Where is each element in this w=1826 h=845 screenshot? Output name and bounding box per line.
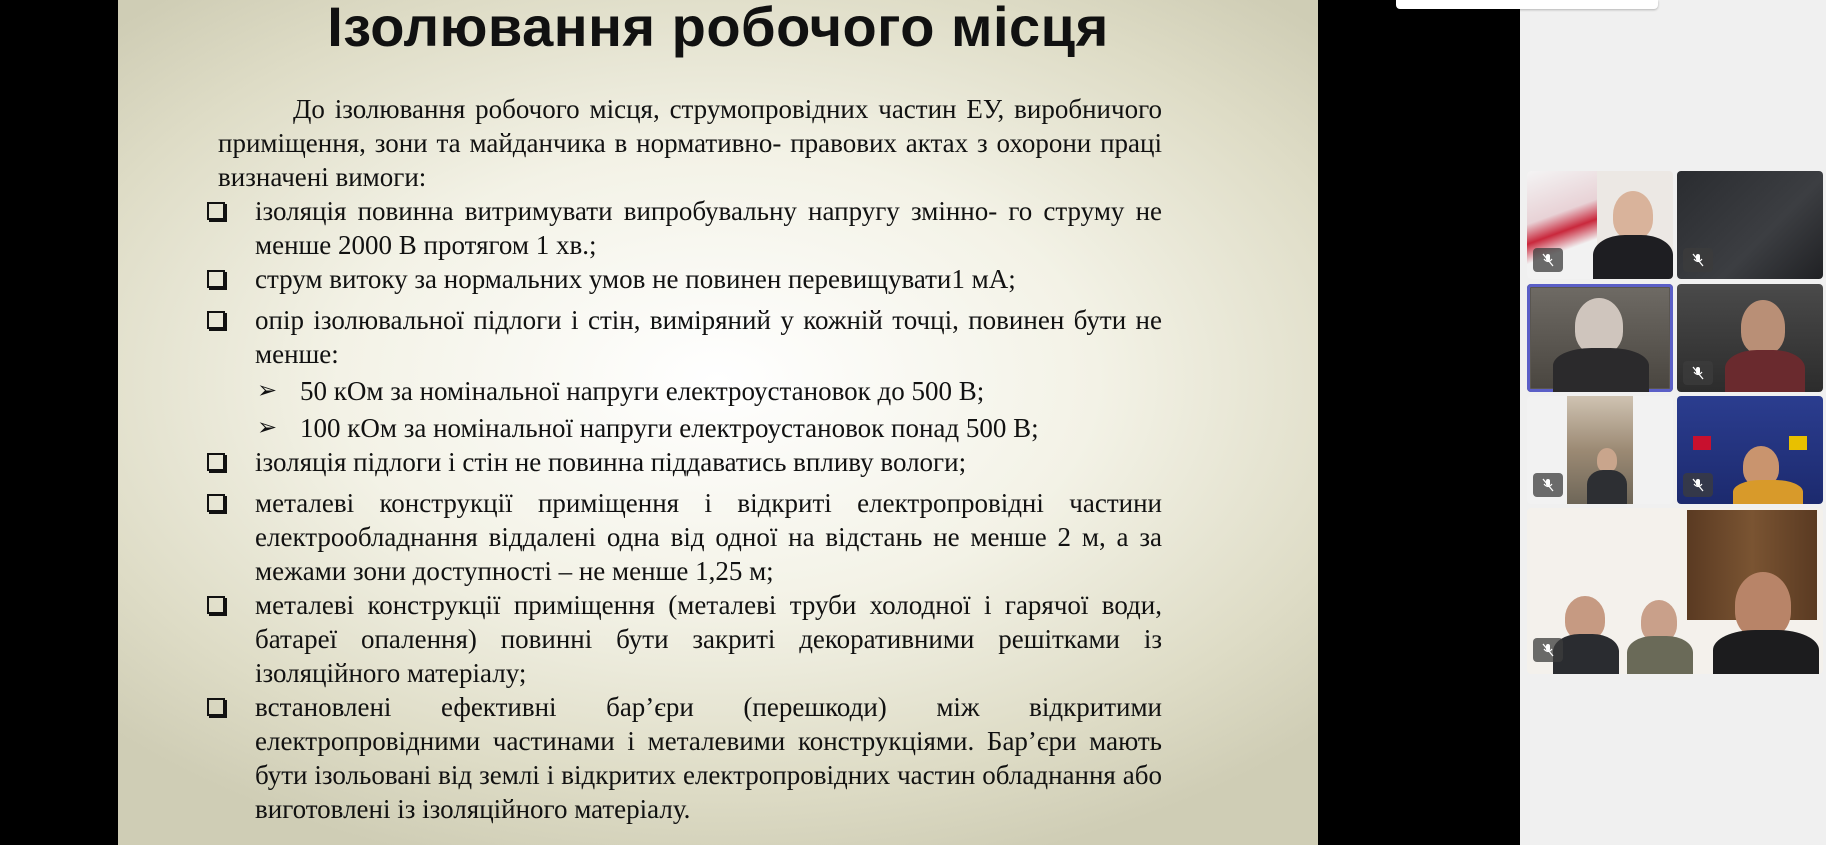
checkbox-bullet-icon [207, 596, 225, 614]
bullet-text: ізоляція повинна витримувати випробувальну напругу змінно- го струму не менше 2000 В протягом 1 хв.; [255, 196, 1162, 260]
video-tile-participant-2[interactable] [1677, 171, 1823, 279]
checkbox-bullet-icon [207, 698, 225, 716]
slide-subbullet [218, 374, 1282, 408]
video-tile-participant-6[interactable] [1677, 396, 1823, 504]
checkbox-bullet-icon [207, 202, 225, 220]
top-control-bar[interactable] [1396, 0, 1658, 9]
video-tile-participant-7[interactable] [1527, 508, 1823, 674]
participants-panel [1520, 0, 1826, 845]
arrow-bullet-icon: ➢ [257, 415, 278, 441]
mic-off-icon [1683, 248, 1713, 272]
arrow-bullet-icon: ➢ [257, 378, 278, 404]
bullet-text: опір ізолювальної підлоги і стін, виміряний у кожній точці, повинен бути не менше: [255, 305, 1162, 369]
slide-title: Ізолювання робочого місця [327, 0, 1109, 58]
mic-off-icon [1683, 473, 1713, 497]
checkbox-bullet-icon [207, 494, 225, 512]
bullet-text: металеві конструкції приміщення і відкриті електропровідні частини електрообладнання віддалені одна від одної на відстань не менше 2 м, а за межами зони доступності – не менше 1,25 м; [255, 488, 1162, 586]
bullet-text: струм витоку за нормальних умов не повинен перевищувати1 мА; [255, 264, 1016, 294]
slide-body [218, 92, 1282, 826]
checkbox-bullet-icon [207, 270, 225, 288]
slide-bullet [218, 194, 1162, 262]
bullet-text: ізоляція підлоги і стін не повинна піддаватись впливу вологи; [255, 447, 967, 477]
subbullet-text: 100 кОм за номінальної напруги електроустановок понад 500 В; [300, 413, 1039, 443]
video-tile-participant-5[interactable] [1527, 396, 1673, 504]
slide-bullet [218, 445, 1162, 479]
mic-off-icon [1533, 638, 1563, 662]
mic-off-icon [1533, 473, 1563, 497]
bullet-text: металеві конструкції приміщення (металеві труби холодної і гарячої води, батареї опалення) повинні бути закриті декоративними решітками із ізоляційного матеріалу; [255, 590, 1162, 688]
checkbox-bullet-icon [207, 311, 225, 329]
slide-bullet [218, 690, 1162, 826]
mic-off-icon [1683, 361, 1713, 385]
video-tile-participant-1[interactable] [1527, 171, 1673, 279]
video-tile-participant-3[interactable] [1527, 284, 1673, 392]
mic-off-icon [1533, 248, 1563, 272]
bullet-text: встановлені ефективні бар’єри (перешкоди) між відкритими електропровідними частинами і металевими конструкціями. Бар’єри мають бути ізольовані від землі і відкритих електропровідних частин обладнання або виготовлені із ізоляційного матеріалу. [255, 692, 1162, 824]
subbullet-text: 50 кОм за номінальної напруги електроустановок до 500 В; [300, 376, 985, 406]
presentation-slide [118, 0, 1318, 845]
slide-subbullet [218, 411, 1282, 445]
slide-intro: До ізолювання робочого місця, струмопровідних частин ЕУ, виробничого приміщення, зони та майданчика в нормативно- правових актах з охорони праці визначені вимоги: [218, 94, 1162, 192]
slide-bullet [218, 262, 1162, 296]
video-tile-participant-4[interactable] [1677, 284, 1823, 392]
slide-bullet [218, 588, 1162, 690]
slide-bullet [218, 303, 1162, 371]
checkbox-bullet-icon [207, 453, 225, 471]
slide-bullet [218, 486, 1162, 588]
